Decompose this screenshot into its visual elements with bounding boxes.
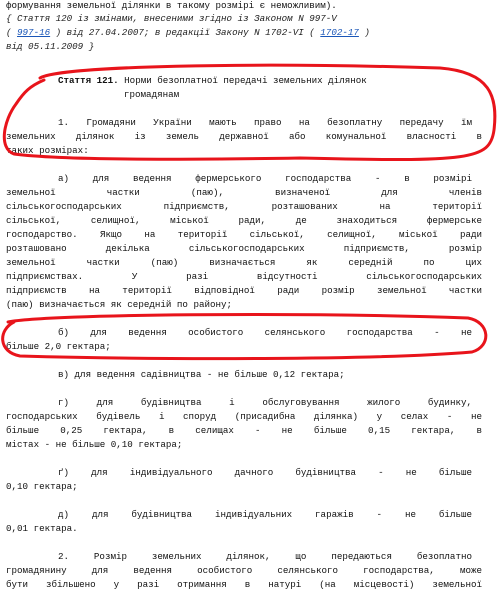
article-title-line-2: громадянам [124,89,180,100]
item-d-line-2: 0,01 гектара. [6,523,78,534]
para1-line-1: 1. Громадяни України мають право на безоплатну передачу їм [58,117,472,128]
article-title: Норми безоплатної передачі земельних ділянок [124,75,367,86]
para1-line-2: земельних ділянок із земель державної або комунальної власності в [6,131,482,142]
article-number: Стаття 121. [58,75,119,86]
item-a-line-1: а) для ведення фермерського господарства - в розмірі [58,173,472,184]
item-g-line-2: господарських будівель і споруд (присадибна ділянка) у селах - не [6,411,482,422]
item-a-line-3: сільськогосподарських підприємств, розташованих на території [6,201,482,212]
item-a-line-5: господарство. Якщо на території сільської, селищної, міської ради [6,229,482,240]
item-g-line-4: містах - не більше 0,10 гектара; [6,439,183,450]
item-a-line-2: земельної частки (паю), визначеної для членів [6,187,482,198]
item-a-line-8: підприємствах. У разі відсутності сільськогосподарських [6,271,482,282]
item-a-line-10: (паю) визначається як середній по району; [6,299,233,310]
item-a-line-4: сільської, селищної, міської ради, де знаходиться фермерське [6,215,482,226]
item-g2-line-1: ґ) для індивідуального дачного будівництва - не більше [58,467,472,478]
item-b-line-1: б) для ведення особистого селянського господарства - не [58,327,472,338]
preceding-text-line: формування земельної ділянки в такому розмірі є неможливим). [6,0,337,11]
item-a-line-7: земельної частки (паю) визначається як середній по цих [6,257,482,268]
para1-line-3: таких розмірах: [6,145,89,156]
law-link-1702-17[interactable]: 1702-17 [320,27,359,38]
item-b-line-2: більше 2,0 гектара; [6,341,111,352]
item-a-line-6: розташовано декілька сільськогосподарських підприємств, розмір [6,243,482,254]
law-link-997-16[interactable]: 997-16 [17,27,51,38]
item-d-line-1: д) для будівництва індивідуальних гаражів - не більше [58,509,472,520]
item-g-line-1: г) для будівництва і обслуговування жилого будинку, [58,397,472,408]
item-v-line: в) для ведення садівництва - не більше 0,12 гектара; [58,369,345,380]
item-a-line-9: підприємств на території відповідної ради розмір земельної частки [6,285,482,296]
para2-line-3: бути збільшено у разі отримання в натурі (на місцевості) земельної [6,579,482,590]
para2-line-1: 2. Розмір земельних ділянок, що передаються безоплатно [58,551,472,562]
para2-line-2: громадянину для ведення особистого селянського господарства, може [6,565,482,576]
item-g2-line-2: 0,10 гектара; [6,481,78,492]
amendment-note-line-2: ( 997-16 ) від 27.04.2007; в редакції Закону N 1702-VI ( 1702-17 ) [6,27,370,38]
article-heading [58,74,478,88]
item-g-line-3: більше 0,25 гектара, в селищах - не більше 0,15 гектара, в [6,425,482,436]
amendment-note-line-3: від 05.11.2009 } [6,41,95,52]
amendment-note-line-1: { Стаття 120 із змінами, внесеними згідно із Законом N 997-V [6,13,337,24]
